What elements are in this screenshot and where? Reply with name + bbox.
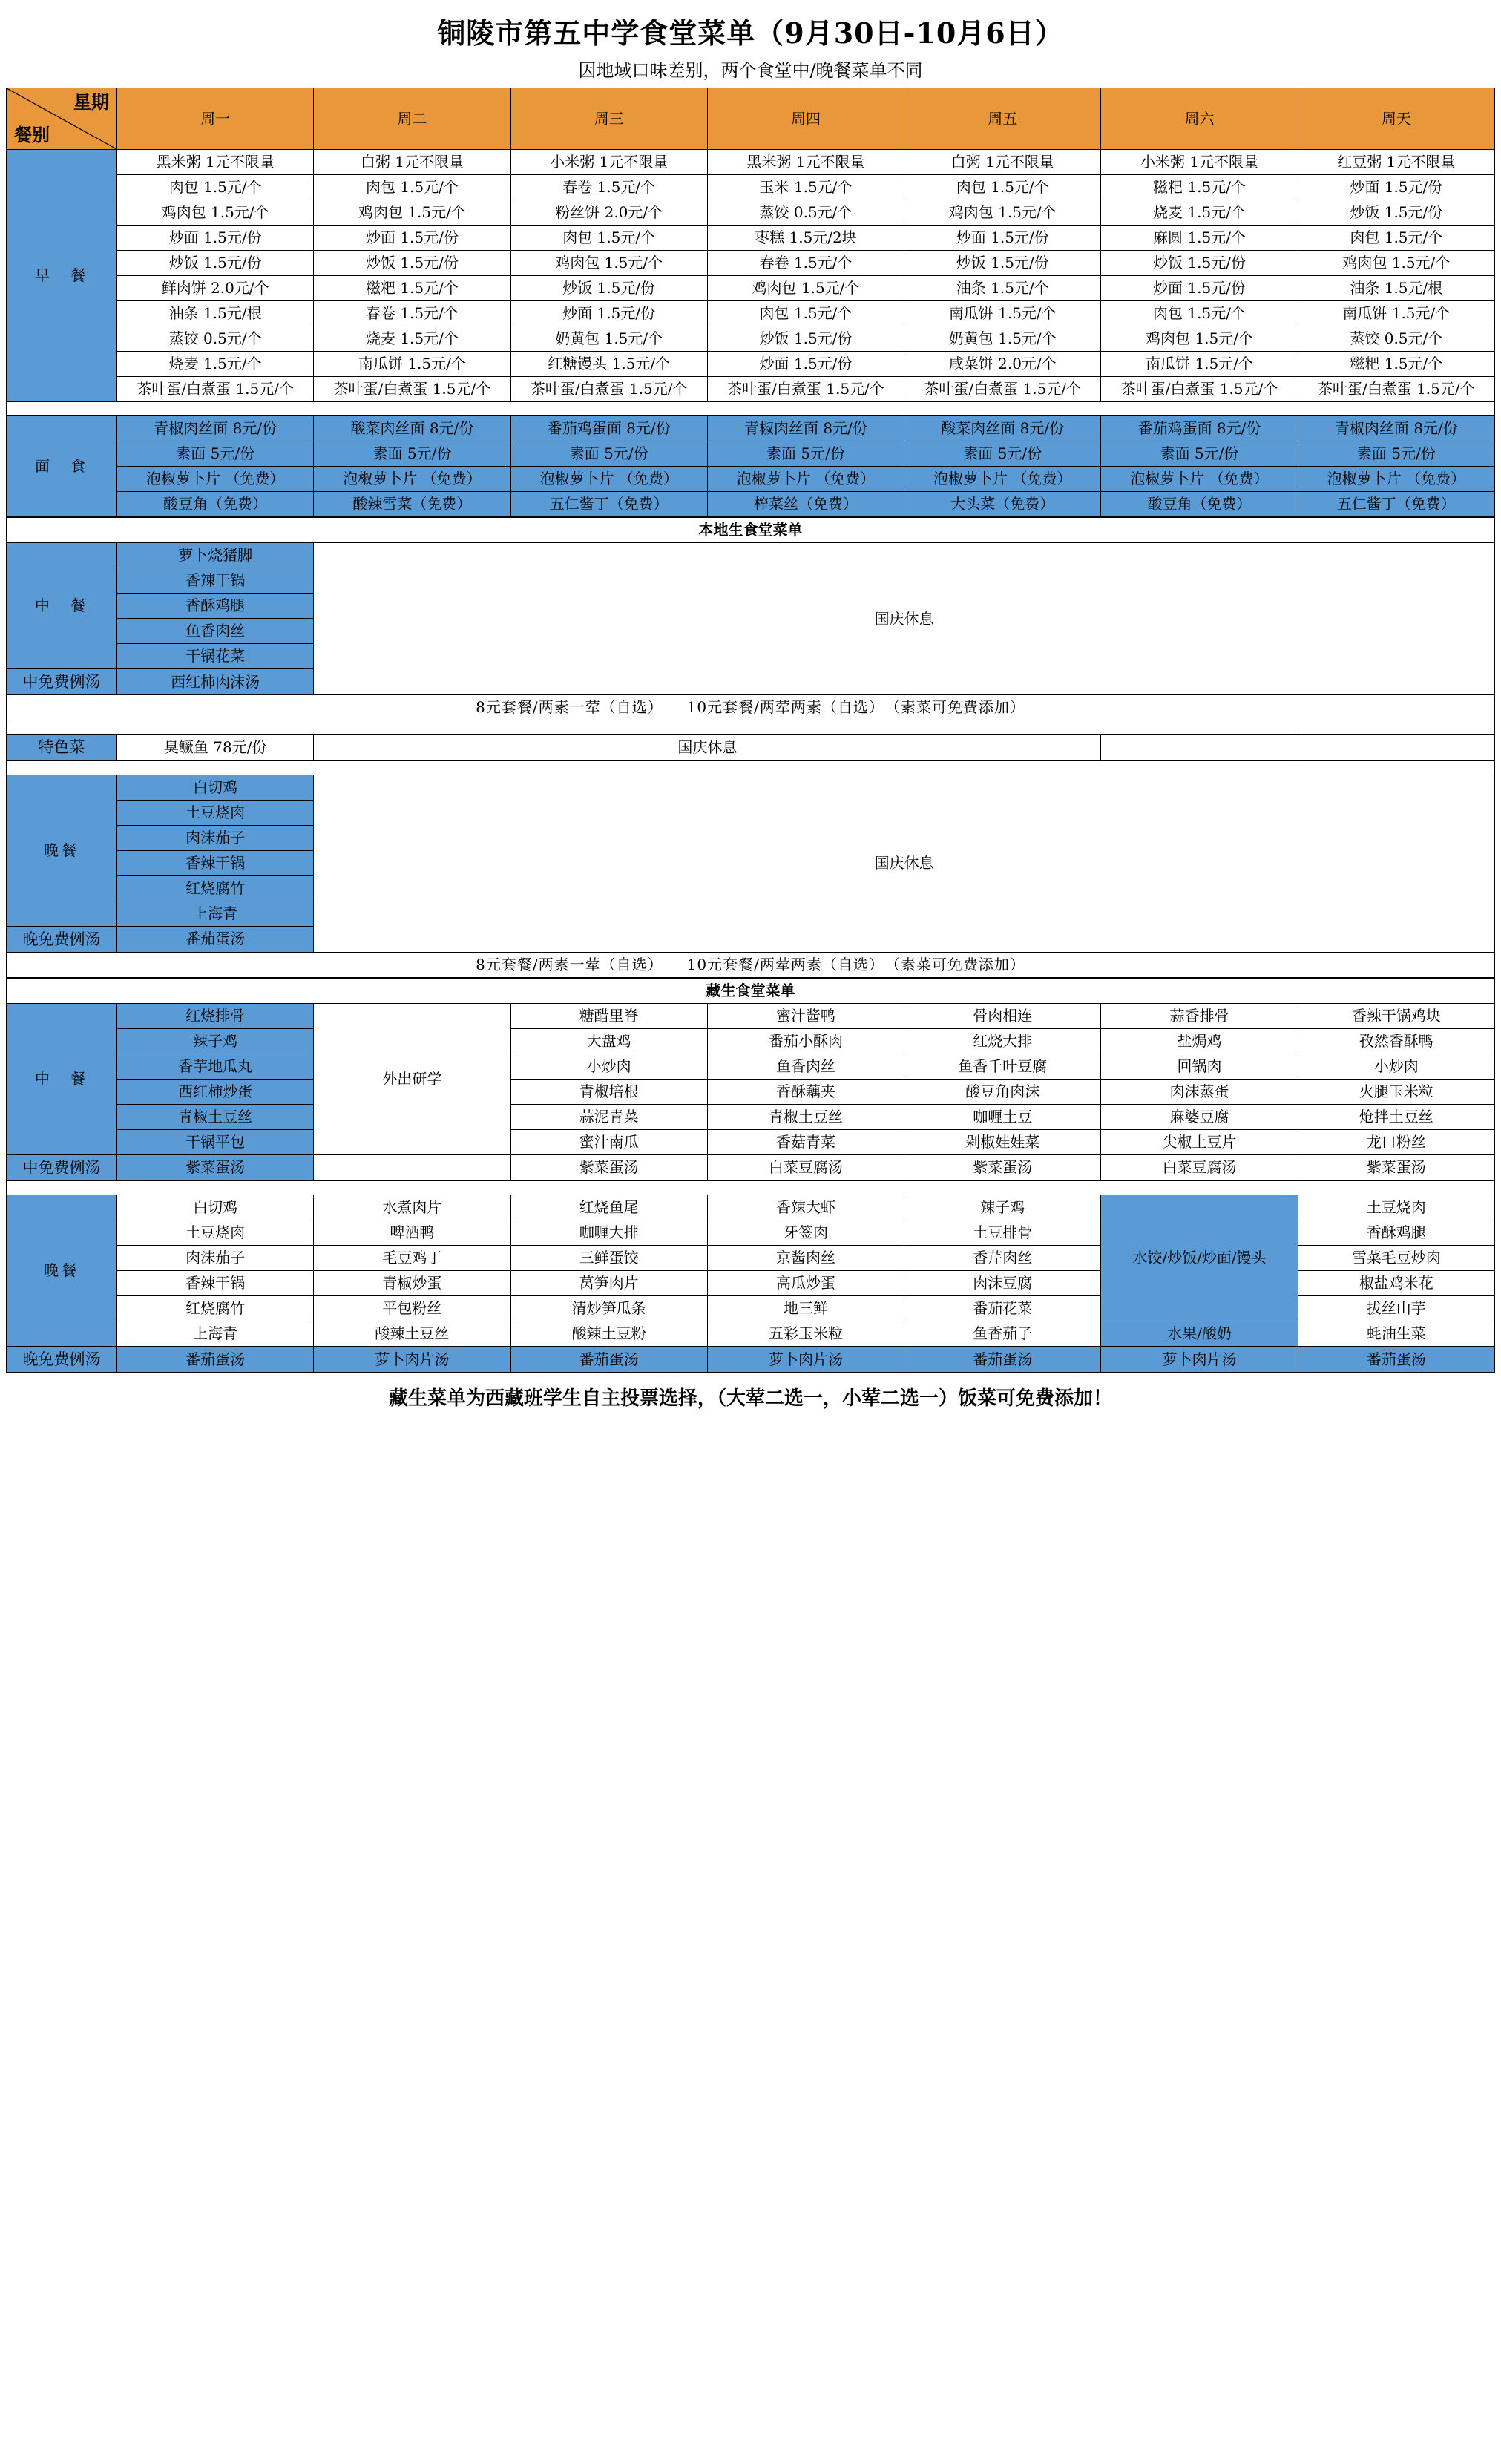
tibet-lunch-dish: 骨肉相连	[904, 1003, 1101, 1028]
breakfast-cell: 炒饭 1.5元/份	[904, 251, 1101, 276]
breakfast-cell: 红糖馒头 1.5元/个	[510, 352, 707, 377]
tibet-dinner-dish: 莴笋肉片	[510, 1271, 707, 1296]
breakfast-cell: 茶叶蛋/白煮蛋 1.5元/个	[510, 377, 707, 402]
table-row	[7, 352, 1495, 377]
noodles-cell: 酸菜肉丝面 8元/份	[904, 416, 1101, 441]
breakfast-cell: 炒面 1.5元/份	[510, 301, 707, 326]
local-lunch-combo: 8元套餐/两素一荤（自选） 10元套餐/两荤两素（自选） （素菜可免费添加）	[7, 695, 1495, 720]
tibet-lunch-dish: 蜜汁南瓜	[510, 1129, 707, 1154]
tibet-dinner-dish: 青椒炒蛋	[314, 1271, 510, 1296]
table-row	[7, 775, 1495, 800]
noodles-cell: 酸豆角（免费）	[117, 492, 314, 517]
breakfast-table	[6, 88, 1495, 517]
breakfast-cell: 肉包 1.5元/个	[904, 175, 1101, 200]
local-section-title: 本地生食堂菜单	[7, 518, 1495, 543]
breakfast-cell: 油条 1.5元/根	[1298, 276, 1494, 301]
tibet-dinner-dish: 啤酒鸭	[314, 1220, 510, 1246]
tibet-dinner-soup: 番茄蛋汤	[1298, 1347, 1494, 1373]
breakfast-cell: 南瓜饼 1.5元/个	[1101, 352, 1298, 377]
table-row	[7, 251, 1495, 276]
breakfast-cell: 白粥 1元不限量	[314, 150, 510, 175]
local-canteen-table	[6, 517, 1495, 978]
noodles-cell: 五仁酱丁（免费）	[1298, 492, 1494, 517]
breakfast-cell: 炒饭 1.5元/份	[510, 276, 707, 301]
breakfast-cell: 南瓜饼 1.5元/个	[1298, 301, 1494, 326]
table-row	[7, 175, 1495, 200]
noodles-cell: 酸菜肉丝面 8元/份	[314, 416, 510, 441]
table-row	[7, 441, 1495, 467]
breakfast-cell: 玉米 1.5元/个	[707, 175, 904, 200]
tibet-dinner-dish: 牙签肉	[707, 1220, 904, 1246]
table-row	[7, 1079, 1495, 1104]
tibet-dinner-dish: 香酥鸡腿	[1298, 1220, 1494, 1246]
breakfast-cell: 肉包 1.5元/个	[117, 175, 314, 200]
noodles-cell: 泡椒萝卜片 （免费）	[510, 467, 707, 492]
breakfast-cell: 鸡肉包 1.5元/个	[510, 251, 707, 276]
noodles-cell: 青椒肉丝面 8元/份	[1298, 416, 1494, 441]
breakfast-cell: 小米粥 1元不限量	[1101, 150, 1298, 175]
breakfast-cell: 茶叶蛋/白煮蛋 1.5元/个	[707, 377, 904, 402]
breakfast-cell: 黑米粥 1元不限量	[707, 150, 904, 175]
breakfast-cell: 南瓜饼 1.5元/个	[904, 301, 1101, 326]
noodles-cell: 素面 5元/份	[510, 441, 707, 467]
tibet-lunch-dish: 小炒肉	[1298, 1054, 1494, 1079]
breakfast-cell: 糍粑 1.5元/个	[314, 276, 510, 301]
table-row	[7, 492, 1495, 517]
noodles-label: 面 食	[7, 416, 117, 517]
noodles-cell: 泡椒萝卜片 （免费）	[117, 467, 314, 492]
table-row	[7, 543, 1495, 568]
breakfast-cell: 蒸饺 0.5元/个	[1298, 326, 1494, 352]
table-row	[7, 1129, 1495, 1154]
tibet-lunch-soup-label: 中免费例汤	[7, 1154, 117, 1180]
breakfast-cell: 春卷 1.5元/个	[707, 251, 904, 276]
breakfast-cell: 炒面 1.5元/份	[1101, 276, 1298, 301]
noodles-cell: 酸豆角（免费）	[1101, 492, 1298, 517]
tibet-dinner-dish: 地三鲜	[707, 1296, 904, 1321]
table-row	[7, 467, 1495, 492]
breakfast-cell: 粉丝饼 2.0元/个	[510, 200, 707, 226]
tibet-dinner-soup: 萝卜肉片汤	[314, 1347, 510, 1373]
tibet-lunch-dish: 红烧大排	[904, 1028, 1101, 1054]
local-dinner-dish: 白切鸡	[117, 775, 314, 800]
breakfast-cell: 烧麦 1.5元/个	[117, 352, 314, 377]
tibet-dinner-dish: 椒盐鸡米花	[1298, 1271, 1494, 1296]
tibet-dinner-dish: 肉沫茄子	[117, 1246, 314, 1271]
day-header-wed: 周三	[510, 88, 707, 150]
breakfast-cell: 茶叶蛋/白煮蛋 1.5元/个	[117, 377, 314, 402]
noodles-cell: 番茄鸡蛋面 8元/份	[510, 416, 707, 441]
noodles-cell: 泡椒萝卜片 （免费）	[1298, 467, 1494, 492]
breakfast-cell: 枣糕 1.5元/2块	[707, 226, 904, 251]
breakfast-cell: 小米粥 1元不限量	[510, 150, 707, 175]
breakfast-cell: 肉包 1.5元/个	[1298, 226, 1494, 251]
day-header-sun: 周天	[1298, 88, 1494, 150]
breakfast-cell: 肉包 1.5元/个	[1101, 301, 1298, 326]
breakfast-cell: 鲜肉饼 2.0元/个	[117, 276, 314, 301]
tibet-lunch-soup: 紫菜蛋汤	[117, 1154, 314, 1180]
table-row	[7, 1347, 1495, 1373]
tibet-lunch-soup: 紫菜蛋汤	[510, 1154, 707, 1180]
day-header-thu: 周四	[707, 88, 904, 150]
corner-header	[7, 88, 117, 150]
tibet-lunch-dish: 回锅肉	[1101, 1054, 1298, 1079]
tibet-dinner-dish: 肉沫豆腐	[904, 1271, 1101, 1296]
tibet-lunch-dish: 酸豆角肉沫	[904, 1079, 1101, 1104]
tibet-dinner-dish: 京酱肉丝	[707, 1246, 904, 1271]
tibet-lunch-dish: 红烧排骨	[117, 1003, 314, 1028]
noodles-cell: 番茄鸡蛋面 8元/份	[1101, 416, 1298, 441]
tibet-dinner-dish: 拔丝山芋	[1298, 1296, 1494, 1321]
local-lunch-soup-label: 中免费例汤	[7, 669, 117, 695]
local-section-title-row	[7, 518, 1495, 543]
breakfast-cell: 鸡肉包 1.5元/个	[117, 200, 314, 226]
tibet-lunch-dish: 盐焗鸡	[1101, 1028, 1298, 1054]
day-header-sat: 周六	[1101, 88, 1298, 150]
local-dinner-soup: 番茄蛋汤	[117, 926, 314, 952]
tibet-lunch-dish: 香芋地瓜丸	[117, 1054, 314, 1079]
breakfast-cell: 麻圆 1.5元/个	[1101, 226, 1298, 251]
tibet-lunch-dish: 炝拌土豆丝	[1298, 1104, 1494, 1129]
tibet-dinner-dish: 番茄花菜	[904, 1296, 1101, 1321]
tibet-dinner-dish: 香辣大虾	[707, 1195, 904, 1220]
tibet-dinner-soup: 萝卜肉片汤	[1101, 1347, 1298, 1373]
local-dinner-dish: 上海青	[117, 901, 314, 926]
breakfast-cell: 茶叶蛋/白煮蛋 1.5元/个	[904, 377, 1101, 402]
breakfast-cell: 奶黄包 1.5元/个	[904, 326, 1101, 352]
breakfast-cell: 油条 1.5元/个	[904, 276, 1101, 301]
tibet-dinner-soup: 番茄蛋汤	[510, 1347, 707, 1373]
tibet-lunch-dish: 香酥藕夹	[707, 1079, 904, 1104]
breakfast-cell: 炒饭 1.5元/份	[314, 251, 510, 276]
special-label: 特色菜	[7, 735, 117, 760]
tibet-section-title: 藏生食堂菜单	[7, 978, 1495, 1003]
tibet-lunch-soup: 紫菜蛋汤	[904, 1154, 1101, 1180]
breakfast-cell: 炒面 1.5元/份	[1298, 175, 1494, 200]
tibet-lunch-soup: 白菜豆腐汤	[1101, 1154, 1298, 1180]
special-empty	[1101, 735, 1298, 760]
spacer-row	[7, 1181, 1495, 1195]
breakfast-cell: 肉包 1.5元/个	[707, 301, 904, 326]
breakfast-cell: 白粥 1元不限量	[904, 150, 1101, 175]
noodles-cell: 榨菜丝（免费）	[707, 492, 904, 517]
tibet-lunch-dish: 鱼香肉丝	[707, 1054, 904, 1079]
tibet-lunch-dish: 剁椒娃娃菜	[904, 1129, 1101, 1154]
noodles-cell: 泡椒萝卜片 （免费）	[904, 467, 1101, 492]
table-row	[7, 276, 1495, 301]
tibet-canteen-table	[6, 978, 1495, 1373]
table-row	[7, 377, 1495, 402]
tibet-lunch-soup: 紫菜蛋汤	[1298, 1154, 1494, 1180]
tibet-lunch-soup: 白菜豆腐汤	[707, 1154, 904, 1180]
table-row	[7, 150, 1495, 175]
tibet-dinner-dish: 白切鸡	[117, 1195, 314, 1220]
table-row	[7, 1195, 1495, 1220]
tibet-dinner-saturday-note: 水饺/炒饭/炒面/馒头	[1101, 1195, 1298, 1321]
tibet-dinner-dish: 辣子鸡	[904, 1195, 1101, 1220]
breakfast-label: 早 餐	[7, 150, 117, 402]
day-header-fri: 周五	[904, 88, 1101, 150]
tibet-lunch-dish: 番茄小酥肉	[707, 1028, 904, 1054]
breakfast-cell: 糍粑 1.5元/个	[1298, 352, 1494, 377]
tibet-dinner-dish: 蚝油生菜	[1298, 1321, 1494, 1347]
table-row	[7, 226, 1495, 251]
table-row	[7, 301, 1495, 326]
noodles-cell: 素面 5元/份	[1298, 441, 1494, 467]
local-dinner-label: 晚餐	[7, 775, 117, 926]
breakfast-cell: 炒饭 1.5元/份	[117, 251, 314, 276]
spacer-row	[7, 720, 1495, 735]
special-empty	[1298, 735, 1494, 760]
breakfast-cell: 茶叶蛋/白煮蛋 1.5元/个	[1101, 377, 1298, 402]
tibet-dinner-dish: 上海青	[117, 1321, 314, 1347]
tibet-lunch-label: 中 餐	[7, 1003, 117, 1154]
noodles-cell: 泡椒萝卜片 （免费）	[707, 467, 904, 492]
tibet-lunch-dish: 尖椒土豆片	[1101, 1129, 1298, 1154]
tibet-lunch-tuesday-note: 外出研学	[314, 1003, 510, 1154]
table-row	[7, 695, 1495, 720]
tibet-dinner-dish: 红烧腐竹	[117, 1296, 314, 1321]
breakfast-cell: 春卷 1.5元/个	[510, 175, 707, 200]
tibet-lunch-dish: 火腿玉米粒	[1298, 1079, 1494, 1104]
tibet-lunch-dish: 香辣干锅鸡块	[1298, 1003, 1494, 1028]
breakfast-cell: 南瓜饼 1.5元/个	[314, 352, 510, 377]
local-dinner-combo: 8元套餐/两素一荤（自选） 10元套餐/两荤两素（自选） （素菜可免费添加）	[7, 952, 1495, 977]
breakfast-cell: 鸡肉包 1.5元/个	[904, 200, 1101, 226]
local-lunch-holiday: 国庆休息	[314, 543, 1495, 695]
breakfast-cell: 鸡肉包 1.5元/个	[1298, 251, 1494, 276]
table-row	[7, 200, 1495, 226]
tibet-lunch-dish: 青椒土豆丝	[117, 1104, 314, 1129]
tibet-lunch-dish: 鱼香千叶豆腐	[904, 1054, 1101, 1079]
spacer-row	[7, 402, 1495, 416]
noodles-cell: 素面 5元/份	[904, 441, 1101, 467]
local-lunch-dish: 香辣干锅	[117, 568, 314, 594]
noodles-cell: 素面 5元/份	[707, 441, 904, 467]
tibet-lunch-dish: 干锅平包	[117, 1129, 314, 1154]
noodles-cell: 酸辣雪菜（免费）	[314, 492, 510, 517]
breakfast-cell: 奶黄包 1.5元/个	[510, 326, 707, 352]
table-row	[7, 952, 1495, 977]
table-row	[7, 1003, 1495, 1028]
tibet-lunch-dish: 青椒土豆丝	[707, 1104, 904, 1129]
tibet-dinner-dish: 水煮肉片	[314, 1195, 510, 1220]
breakfast-cell: 鸡肉包 1.5元/个	[314, 200, 510, 226]
breakfast-cell: 炒饭 1.5元/份	[707, 326, 904, 352]
tibet-dinner-saturday-extra: 水果/酸奶	[1101, 1321, 1298, 1347]
tibet-section-title-row	[7, 978, 1495, 1003]
tibet-dinner-dish: 土豆烧肉	[1298, 1195, 1494, 1220]
breakfast-cell: 烧麦 1.5元/个	[1101, 200, 1298, 226]
breakfast-cell: 炒面 1.5元/份	[904, 226, 1101, 251]
local-dinner-dish: 土豆烧肉	[117, 800, 314, 825]
local-dinner-holiday: 国庆休息	[314, 775, 1495, 952]
breakfast-cell: 炒饭 1.5元/份	[1101, 251, 1298, 276]
tibet-lunch-soup	[314, 1154, 510, 1180]
tibet-dinner-dish: 毛豆鸡丁	[314, 1246, 510, 1271]
tibet-dinner-dish: 酸辣土豆粉	[510, 1321, 707, 1347]
noodles-cell: 素面 5元/份	[117, 441, 314, 467]
tibet-lunch-dish: 肉沫蒸蛋	[1101, 1079, 1298, 1104]
tibet-lunch-dish: 糖醋里脊	[510, 1003, 707, 1028]
breakfast-cell: 肉包 1.5元/个	[510, 226, 707, 251]
table-row	[7, 735, 1495, 760]
noodles-cell: 素面 5元/份	[1101, 441, 1298, 467]
local-lunch-label: 中 餐	[7, 543, 117, 669]
page-title: 铜陵市第五中学食堂菜单（9月30日-10月6日）	[437, 16, 1064, 50]
breakfast-cell: 蒸饺 0.5元/个	[707, 200, 904, 226]
tibet-dinner-dish: 三鲜蛋饺	[510, 1246, 707, 1271]
breakfast-cell: 蒸饺 0.5元/个	[117, 326, 314, 352]
noodles-cell: 青椒肉丝面 8元/份	[117, 416, 314, 441]
tibet-dinner-soup: 番茄蛋汤	[117, 1347, 314, 1373]
local-dinner-soup-label: 晚免费例汤	[7, 926, 117, 952]
local-dinner-dish: 肉沫茄子	[117, 825, 314, 850]
local-lunch-soup: 西红柿肉沫汤	[117, 669, 314, 695]
breakfast-cell: 茶叶蛋/白煮蛋 1.5元/个	[314, 377, 510, 402]
tibet-dinner-dish: 咖喱大排	[510, 1220, 707, 1246]
tibet-dinner-dish: 酸辣土豆丝	[314, 1321, 510, 1347]
breakfast-cell: 鸡肉包 1.5元/个	[707, 276, 904, 301]
table-row	[7, 1028, 1495, 1054]
table-header-row	[7, 88, 1495, 150]
breakfast-cell: 肉包 1.5元/个	[314, 175, 510, 200]
breakfast-cell: 咸菜饼 2.0元/个	[904, 352, 1101, 377]
special-holiday: 国庆休息	[314, 735, 1101, 760]
tibet-lunch-dish: 孜然香酥鸭	[1298, 1028, 1494, 1054]
breakfast-cell: 炒面 1.5元/份	[117, 226, 314, 251]
table-row	[7, 1104, 1495, 1129]
day-header-mon: 周一	[117, 88, 314, 150]
tibet-dinner-dish: 香芹肉丝	[904, 1246, 1101, 1271]
local-lunch-dish: 鱼香肉丝	[117, 619, 314, 644]
breakfast-cell: 炒面 1.5元/份	[707, 352, 904, 377]
local-lunch-dish: 萝卜烧猪脚	[117, 543, 314, 568]
tibet-dinner-dish: 红烧鱼尾	[510, 1195, 707, 1220]
footnote: 藏生菜单为西藏班学生自主投票选择，（大荤二选一，小荤二选一）饭菜可免费添加！	[388, 1387, 1112, 1410]
noodles-cell: 泡椒萝卜片 （免费）	[314, 467, 510, 492]
breakfast-cell: 炒饭 1.5元/份	[1298, 200, 1494, 226]
tibet-lunch-dish: 西红柿炒蛋	[117, 1079, 314, 1104]
tibet-lunch-dish: 香菇青菜	[707, 1129, 904, 1154]
tibet-lunch-dish: 咖喱土豆	[904, 1104, 1101, 1129]
tibet-dinner-dish: 鱼香茄子	[904, 1321, 1101, 1347]
tibet-dinner-soup: 番茄蛋汤	[904, 1347, 1101, 1373]
local-lunch-dish: 香酥鸡腿	[117, 594, 314, 619]
corner-meal-label: 餐别	[14, 124, 50, 145]
noodles-cell: 大头菜（免费）	[904, 492, 1101, 517]
table-row	[7, 1321, 1495, 1347]
breakfast-cell: 鸡肉包 1.5元/个	[1101, 326, 1298, 352]
breakfast-cell: 春卷 1.5元/个	[314, 301, 510, 326]
breakfast-cell: 红豆粥 1元不限量	[1298, 150, 1494, 175]
breakfast-cell: 炒面 1.5元/份	[314, 226, 510, 251]
local-dinner-dish: 香辣干锅	[117, 850, 314, 875]
day-header-tue: 周二	[314, 88, 510, 150]
tibet-lunch-dish: 蜜汁酱鸭	[707, 1003, 904, 1028]
noodles-cell: 素面 5元/份	[314, 441, 510, 467]
tibet-dinner-soup-label: 晚免费例汤	[7, 1347, 117, 1373]
table-row	[7, 1154, 1495, 1180]
tibet-dinner-dish: 五彩玉米粒	[707, 1321, 904, 1347]
tibet-dinner-dish: 香辣干锅	[117, 1271, 314, 1296]
tibet-dinner-soup: 萝卜肉片汤	[707, 1347, 904, 1373]
tibet-dinner-dish: 高瓜炒蛋	[707, 1271, 904, 1296]
local-dinner-dish: 红烧腐竹	[117, 875, 314, 901]
corner-week-label: 星期	[73, 91, 110, 113]
spacer-row	[7, 760, 1495, 775]
page-subtitle: 因地域口味差别，两个食堂中/晚餐菜单不同	[578, 60, 923, 81]
tibet-dinner-dish: 平包粉丝	[314, 1296, 510, 1321]
tibet-dinner-dish: 土豆烧肉	[117, 1220, 314, 1246]
noodles-cell: 五仁酱丁（免费）	[510, 492, 707, 517]
noodles-cell: 泡椒萝卜片 （免费）	[1101, 467, 1298, 492]
tibet-dinner-dish: 土豆排骨	[904, 1220, 1101, 1246]
breakfast-cell: 烧麦 1.5元/个	[314, 326, 510, 352]
special-dish: 臭鳜鱼 78元/份	[117, 735, 314, 760]
tibet-lunch-dish: 青椒培根	[510, 1079, 707, 1104]
tibet-lunch-dish: 蒜香排骨	[1101, 1003, 1298, 1028]
tibet-lunch-dish: 蒜泥青菜	[510, 1104, 707, 1129]
table-row	[7, 1054, 1495, 1079]
local-lunch-dish: 干锅花菜	[117, 644, 314, 669]
tibet-lunch-dish: 大盘鸡	[510, 1028, 707, 1054]
tibet-lunch-dish: 麻婆豆腐	[1101, 1104, 1298, 1129]
tibet-dinner-label: 晚餐	[7, 1195, 117, 1347]
breakfast-cell: 糍粑 1.5元/个	[1101, 175, 1298, 200]
tibet-dinner-dish: 清炒笋瓜条	[510, 1296, 707, 1321]
tibet-lunch-dish: 小炒肉	[510, 1054, 707, 1079]
tibet-lunch-dish: 龙口粉丝	[1298, 1129, 1494, 1154]
breakfast-cell: 茶叶蛋/白煮蛋 1.5元/个	[1298, 377, 1494, 402]
tibet-dinner-dish: 雪菜毛豆炒肉	[1298, 1246, 1494, 1271]
noodles-cell: 青椒肉丝面 8元/份	[707, 416, 904, 441]
tibet-lunch-dish: 辣子鸡	[117, 1028, 314, 1054]
table-row	[7, 326, 1495, 352]
breakfast-cell: 黑米粥 1元不限量	[117, 150, 314, 175]
breakfast-cell: 油条 1.5元/根	[117, 301, 314, 326]
table-row	[7, 416, 1495, 441]
